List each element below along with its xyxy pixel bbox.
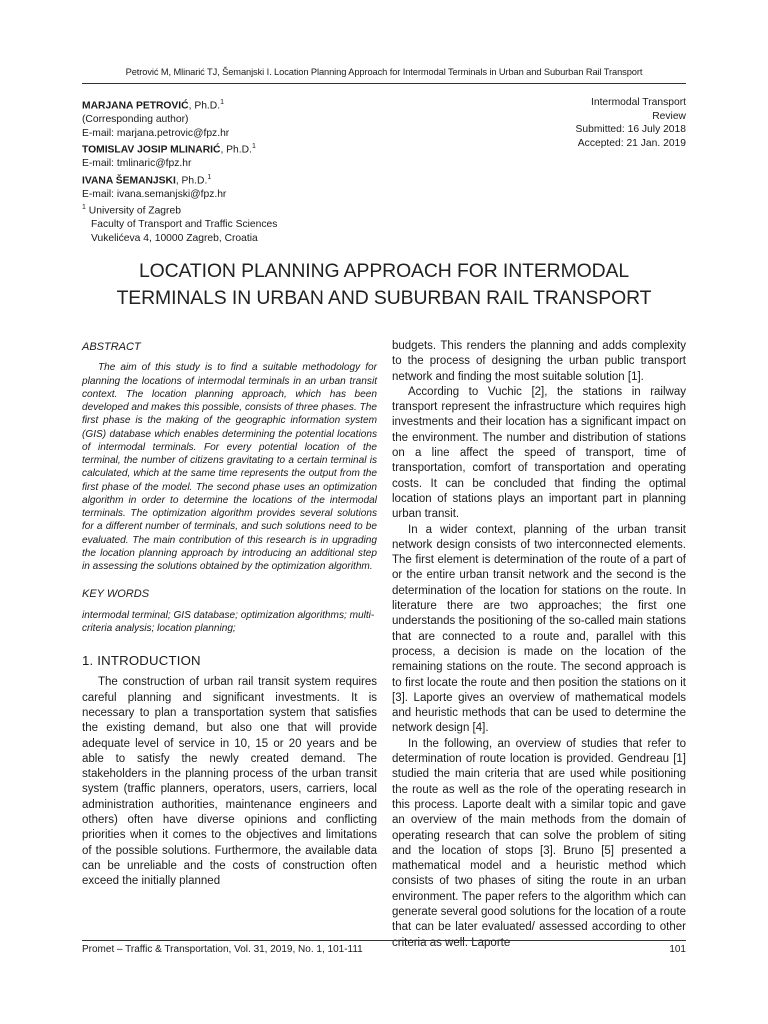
affiliation-faculty: Faculty of Transport and Traffic Sciences — [91, 219, 278, 231]
page-number: 101 — [669, 944, 686, 955]
intro-paragraph-continued: budgets. This renders the planning and adds complexity to the process of designing the urban public transport network and finding the most suitable solution [1]. — [392, 340, 686, 383]
article-meta — [576, 96, 686, 150]
intro-paragraph-2: According to Vuchic [2], the stations in railway transport represent the infrastructure which requires high investments and their location has a significant impact on the environment. The number and distribution of stations on a line affect the speed of transport, time of transportation, comfort of transportation and operating costs. It can be concluded that finding the optimal location of stations plays an important part in planning urban transit. — [392, 385, 686, 521]
affiliation-address: Vukelićeva 4, 10000 Zagreb, Croatia — [91, 233, 258, 245]
affiliation-university — [82, 201, 277, 218]
article-type: Intermodal Transport — [590, 97, 686, 108]
author-1 — [82, 96, 277, 113]
introduction-heading: 1. INTRODUCTION — [82, 653, 201, 669]
author-email[interactable]: E-mail: ivana.semanjski@fpz.hr — [82, 188, 227, 200]
author-email[interactable]: E-mail: marjana.petrovic@fpz.hr — [82, 127, 230, 139]
affiliation-mark: 1 — [207, 173, 212, 181]
footer-rule — [82, 940, 686, 941]
author-3 — [82, 171, 277, 188]
keywords-text: intermodal terminal; GIS database; optimization algorithms; multi-criteria analysis; location planning; — [82, 609, 375, 634]
author-degree: , Ph.D. — [220, 144, 252, 156]
affiliation-mark: 1 — [251, 143, 256, 151]
author-block — [82, 96, 277, 246]
left-column — [82, 340, 377, 890]
paper-title — [82, 258, 686, 312]
affiliation-mark: 1 — [220, 99, 224, 106]
intro-paragraph-3: In a wider context, planning of the urban transit network design consists of two interconnected elements. The first element is determination of the route of a part of or the entire urban transit network and the second is the determination of the location for stations on the route. In literature there are two approaches; the first one understands the positioning of the so-called main stations that are connected to a route and, parallel with this process, a decision is made on the location of the remaining stations on the route. The second approach is to first locate the route and then position the stations on it [3]. Laporte gives an overview of mathematical models and heuristic methods that can be used to determine the network design [4]. — [392, 523, 686, 735]
affiliation-mark: 1 — [82, 204, 86, 212]
author-email[interactable]: E-mail: tmlinaric@fpz.hr — [82, 158, 192, 170]
author-2 — [82, 140, 277, 157]
right-column — [392, 339, 686, 951]
corresponding-note: (Corresponding author) — [82, 114, 189, 126]
title-line-2: TERMINALS IN URBAN AND SUBURBAN RAIL TRANSPORT — [116, 287, 652, 309]
running-head: Petrović M, Mlinarić TJ, Šemanjski I. Location Planning Approach for Intermodal Terminals in Urban and Suburban Rail Transport — [125, 67, 643, 77]
article-category: Review — [652, 110, 686, 122]
author-degree: , Ph.D. — [175, 175, 208, 187]
intro-paragraph-1: The construction of urban rail transit system requires careful planning and significant investments. It is necessary to plan a transportation system that satisfies the existing demand, but also one that will provide adequate level of service in 10, 15 or 20 years and be able to satisfy the newly created demand. The stakeholders in the planning process of the urban transit system (traffic planners, operators, users, carriers, local administration authorities, maintenance engineers and others) often have diverse opinions and conflicting priorities when it comes to the objectives and limitations of the possible solutions. Furthermore, the available data can be unreliable and the costs of construction often exceed the initially planned — [82, 676, 377, 888]
accepted-date: Accepted: 21 Jan. 2019 — [577, 137, 686, 149]
author-name: TOMISLAV JOSIP MLINARIĆ — [82, 144, 221, 156]
abstract-text: The aim of this study is to find a suitable methodology for planning the locations of intermodal terminals in an urban transit context. The location planning approach, which has been developed and makes this possible, consists of three phases. The first phase is the making of the geographic information system (GIS) database which enables determining the potential locations of intermodal terminals. For every potential location of the terminal, the number of citizens gravitating to a certain terminal is calculated, which at the same time represents the output from the first phase of the model. The second phase uses an optimization algorithm in order to determine the locations of the intermodal terminals. The optimization algorithm provides several solutions for a different number of terminals, and such solutions need to be evaluated. The main contribution of this research is in upgrading the location planning approach by introducing an additional step in assessing the solutions obtained by the optimization algorithm. — [82, 362, 377, 573]
title-line-1: LOCATION PLANNING APPROACH FOR INTERMODAL — [138, 260, 630, 282]
header-rule — [82, 83, 686, 84]
intro-paragraph-4: In the following, an overview of studies that refer to determination of route location is provided. Gendreau [1] studied the main criteria that are used while positioning the route as well as the role of the operating research in this process. Laporte dealt with a similar topic and gave an overview of the main methods from the domain of operating research that can solve the problem of siting and the location of stops [3]. Bruno [5] presented a mathematical model and a heuristic method which consists of two phases of siting the route in an urban environment. The paper refers to the algorithm which can generate several good solutions for the location of a route that can be later evaluated/ assessed according to other criteria as well. Laporte — [392, 737, 686, 949]
submitted-date: Submitted: 16 July 2018 — [575, 124, 686, 136]
university-name: University of Zagreb — [88, 205, 181, 217]
abstract-heading: ABSTRACT — [82, 341, 141, 353]
page-footer — [82, 944, 686, 955]
journal-citation: Promet – Traffic & Transportation, Vol. 31, 2019, No. 1, 101-111 — [82, 944, 363, 955]
author-name: IVANA ŠEMANJSKI — [82, 175, 176, 187]
author-name: MARJANA PETROVIĆ — [82, 100, 189, 112]
keywords-heading: KEY WORDS — [82, 588, 150, 601]
author-degree: , Ph.D. — [188, 100, 221, 112]
